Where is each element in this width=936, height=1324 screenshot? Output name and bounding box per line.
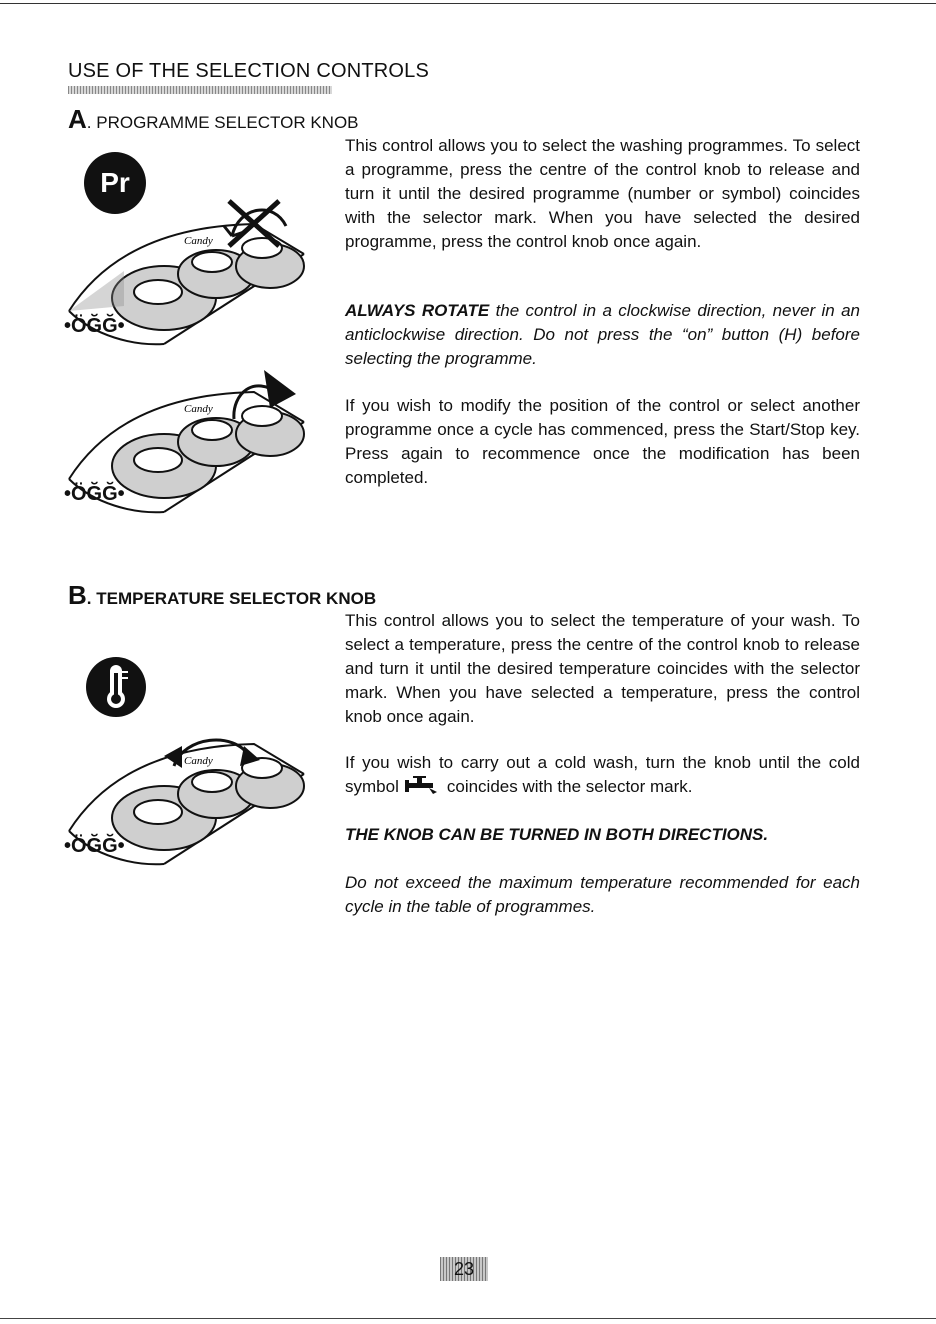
section-b-letter: B [68, 580, 87, 610]
section-b-paragraph-2-after: coincides with the selector mark. [446, 777, 693, 796]
svg-text:•ÖĞĞ•: •ÖĞĞ• [64, 483, 125, 505]
brand-logo: Candy [184, 403, 213, 415]
section-a-paragraph-3: If you wish to modify the position of the control or select another programme once a cycle has commenced, press the Start/Stop key. Press again to recommence once the modification has been completed. [345, 396, 860, 487]
section-b-title: . TEMPERATURE SELECTOR KNOB [86, 589, 377, 608]
brand-logo: Candy [184, 755, 213, 767]
section-a-title: . PROGRAMME SELECTOR KNOB [86, 113, 359, 132]
knob-clockwise-illustration [64, 364, 310, 514]
thermometer-badge-icon [84, 655, 148, 719]
knob-bidirectional-illustration [64, 716, 310, 866]
svg-text:•ÖĞĞ•: •ÖĞĞ• [64, 835, 125, 857]
section-a-paragraph-2-rest: the control in a clockwise direction, never in an anticlockwise direction. Do not press the “on” button (H) before selecting the programme. [345, 301, 860, 368]
cold-tap-icon [403, 776, 443, 794]
page-number: 23 [440, 1257, 488, 1281]
bottom-rule [0, 1318, 936, 1319]
section-b-paragraph-1: This control allows you to select the temperature of your wash. To select a temperature, press the centre of the control knob to release and turn it until the desired temperature coincides with the selector mark. When you have selected a temperature, press the control knob once again. [345, 611, 860, 726]
programme-badge-icon: Pr [84, 152, 146, 214]
section-a-heading [68, 104, 359, 135]
section-b-paragraph-2-before: If you wish to carry out a cold wash, turn the knob until the cold symbol [345, 753, 860, 796]
section-a-paragraph-1: This control allows you to select the washing programmes. To select a programme, press the centre of the control knob to release and turn it until the desired programme (number or symbol) coincides with the selector mark. When you have selected the desired programme, press the control knob once again. [345, 136, 860, 251]
section-b-paragraph-2 [345, 751, 860, 799]
svg-text:•ÖĞĞ•: •ÖĞĞ• [64, 315, 125, 337]
brand-logo: Candy [184, 235, 213, 247]
section-a-letter: A [68, 104, 87, 134]
section-b-paragraph-3: THE KNOB CAN BE TURNED IN BOTH DIRECTIONS. [345, 825, 769, 844]
section-b-heading [68, 580, 376, 611]
knob-anticlockwise-crossed-illustration [64, 196, 310, 346]
section-a-paragraph-2-emphasis: ALWAYS ROTATE [345, 301, 490, 320]
section-b-paragraph-4: Do not exceed the maximum temperature recommended for each cycle in the table of programmes. [345, 873, 860, 916]
section-a-paragraph-2 [345, 299, 860, 371]
top-rule [0, 3, 936, 4]
title-underline-bar [68, 86, 332, 94]
page-title: USE OF THE SELECTION CONTROLS [68, 60, 430, 82]
